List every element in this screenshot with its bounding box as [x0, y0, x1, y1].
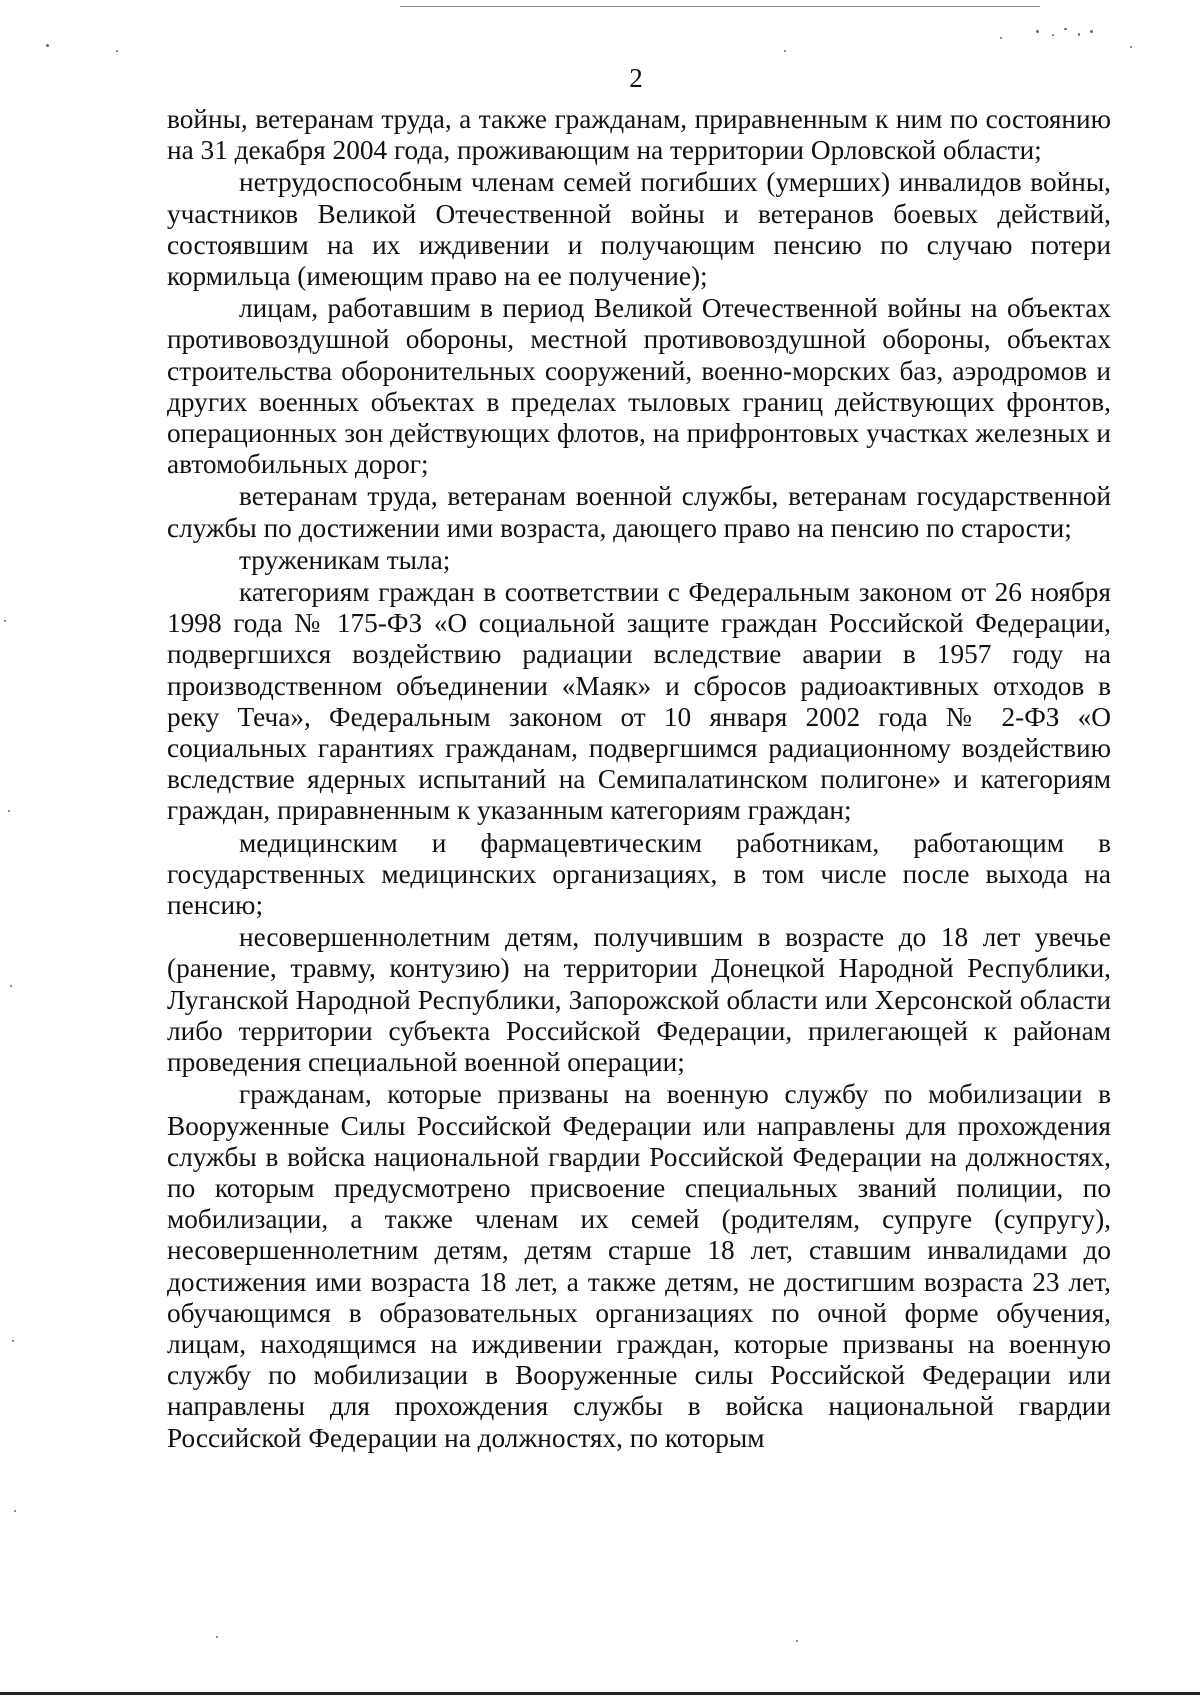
scan-speck [46, 44, 49, 47]
paragraph: нетрудоспособным членам семей погибших (умерших) инвалидов войны, участников Великой Отечественной войны и ветеранов боевых действий, состоявшим на их иждивении и получающим пенсию по случаю потери кормильца (имеющим право на ее получение); [167, 167, 1111, 292]
document-body [167, 104, 1111, 1455]
paragraph: категориям граждан в соответствии с Федеральным законом от 26 ноября 1998 года № 175-ФЗ «О социальной защите граждан Российской Федерации, подвергшихся воздействию радиации вследствие аварии в 1957 году на производственном объединении «Маяк» и сбросов радиоактивных отходов в реку Теча», Федеральным законом от 10 января 2002 года № 2-ФЗ «О социальных гарантиях гражданам, подвергшимся радиационному воздействию вследствие ядерных испытаний на Семипалатинском полигоне» и категориям граждан, приравненным к указанным категориям граждан; [167, 577, 1111, 826]
paragraph: войны, ветеранам труда, а также гражданам, приравненным к ним по состоянию на 31 декабря 2004 года, проживающим на территории Орловской области; [167, 104, 1111, 166]
paragraph: несовершеннолетним детям, получившим в возрасте до 18 лет увечье (ранение, травму, контузию) на территории Донецкой Народной Республики, Луганской Народной Республики, Запорожской области или Херсонской области либо территории субъекта Российской Федерации, прилегающей к районам проведения специальной военной операции; [167, 922, 1111, 1078]
scan-speck [14, 1510, 16, 1512]
paragraph: лицам, работавшим в период Великой Отечественной войны на объектах противовоздушной обороны, местной противовоздушной обороны, объектах строительства оборонительных сооружений, военно-морских баз, аэродромов и других военных объектах в пределах тыловых границ действующих фронтов, операционных зон действующих флотов, на прифронтовых участках железных и автомобильных дорог; [167, 293, 1111, 480]
scan-speck [1000, 37, 1002, 39]
scan-speck [216, 1636, 218, 1638]
paragraph: труженикам тыла; [239, 544, 451, 575]
scan-speck [1078, 33, 1080, 36]
scan-speck [784, 50, 786, 52]
scan-speck [1036, 30, 1039, 33]
paragraph: гражданам, которые призваны на военную службу по мобилизации в Вооруженные Силы Российской Федерации или направлены для прохождения службы в войска национальной гвардии Российской Федерации на должностях, по которым предусмотрено присвоение специальных званий полиции, по мобилизации, а также членам их семей (родителям, супруге (супругу), несовершеннолетним детям, детям старше 18 лет, ставшим инвалидами до достижения ими возраста 18 лет, а также детям, не достигшим возраста 23 лет, обучающимся в образовательных организациях по очной форме обучения, лицам, находящимся на иждивении граждан, которые призваны на военную службу по мобилизации в Вооруженные силы Российской Федерации или направлены для прохождения службы в войска национальной гвардии Российской Федерации на должностях, по которым [167, 1079, 1111, 1453]
page-number: 2 [629, 63, 643, 93]
scan-speck [1064, 28, 1067, 30]
scan-speck [8, 810, 10, 812]
scan-bottom-rule [0, 1692, 1200, 1695]
scan-speck [12, 1340, 14, 1342]
scan-speck [1130, 46, 1132, 48]
paragraph: ветеранам труда, ветеранам военной службы, ветеранам государственной службы по достижении ими возраста, дающего право на пенсию по старости; [167, 481, 1111, 543]
scan-speck [116, 50, 118, 52]
scan-speck [4, 620, 6, 622]
paragraph: медицинским и фармацевтическим работникам, работающим в государственных медицинских организациях, в том числе после выхода на пенсию; [167, 827, 1111, 921]
scan-speck [1090, 30, 1093, 33]
scan-top-rule [400, 6, 1040, 7]
scan-speck [796, 1640, 798, 1642]
scan-speck [1052, 34, 1054, 36]
scan-speck [10, 985, 12, 987]
